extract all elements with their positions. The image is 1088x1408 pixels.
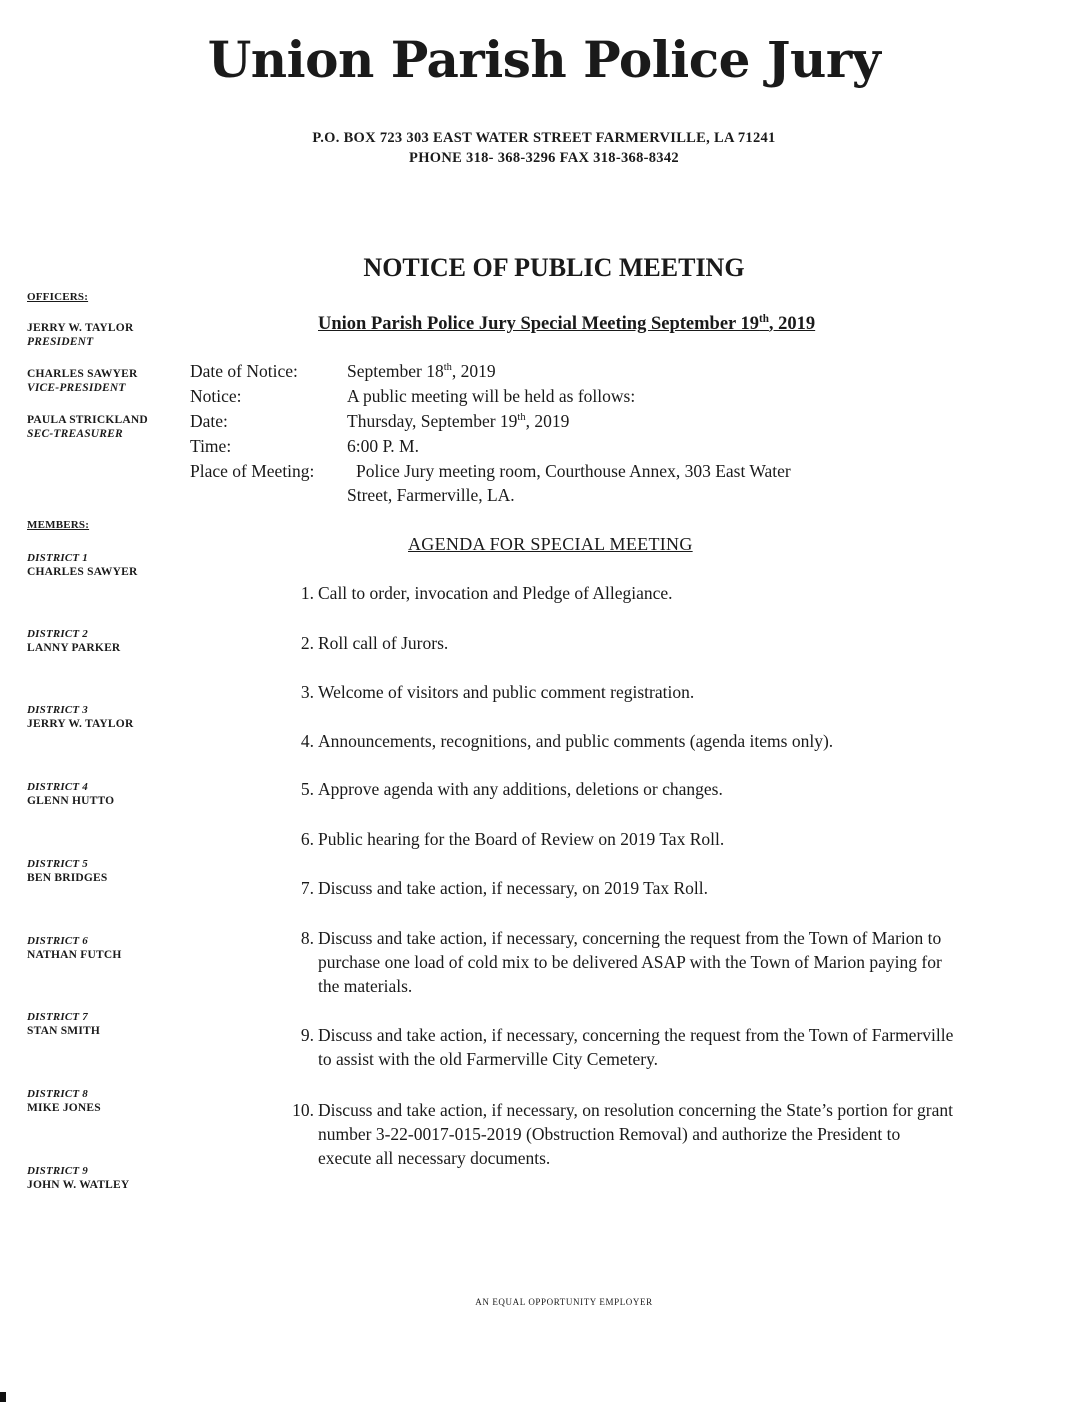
date-label: Date: xyxy=(190,411,228,431)
footer-text: AN EQUAL OPPORTUNITY EMPLOYER xyxy=(475,1297,653,1307)
meeting-title: Union Parish Police Jury Special Meeting September 19th, 2019 xyxy=(318,312,816,334)
date-of-notice-value: September 18th, 2019 xyxy=(347,361,496,381)
member-entry: DISTRICT 1 CHARLES SAWYER xyxy=(27,552,138,578)
agenda-title: AGENDA FOR SPECIAL MEETING xyxy=(408,534,693,554)
members-heading: MEMBERS: xyxy=(27,519,90,531)
member-entry: DISTRICT 3 JERRY W. TAYLOR xyxy=(27,704,134,730)
place-value-line1: Police Jury meeting room, Courthouse Annex, 303 East Water xyxy=(356,461,791,481)
member-entry: DISTRICT 7 STAN SMITH xyxy=(27,1011,101,1037)
org-name: Union Parish Police Jury xyxy=(207,30,881,89)
member-entry: DISTRICT 5 BEN BRIDGES xyxy=(27,858,108,884)
officer-entry: PAULA STRICKLAND SEC-TREASURER xyxy=(27,414,148,440)
member-entry: DISTRICT 6 NATHAN FUTCH xyxy=(27,935,122,961)
scan-edge-mark xyxy=(0,1392,6,1402)
date-value: Thursday, September 19th, 2019 xyxy=(347,411,570,431)
date-of-notice-label: Date of Notice: xyxy=(190,361,298,381)
notice-label: Notice: xyxy=(190,386,242,406)
member-entry: DISTRICT 4 GLENN HUTTO xyxy=(27,781,115,807)
member-entry: DISTRICT 8 MIKE JONES xyxy=(27,1088,101,1114)
officer-entry: CHARLES SAWYER VICE-PRESIDENT xyxy=(27,368,138,394)
notice-title: NOTICE OF PUBLIC MEETING xyxy=(363,253,745,282)
officers-heading: OFFICERS: xyxy=(27,291,89,303)
address-line: P.O. BOX 723 303 EAST WATER STREET FARMERVILLE, LA 71241 xyxy=(312,130,776,146)
place-label: Place of Meeting: xyxy=(190,461,315,481)
member-entry: DISTRICT 2 LANNY PARKER xyxy=(27,628,121,654)
phone-fax-line: PHONE 318- 368-3296 FAX 318-368-8342 xyxy=(409,150,679,166)
member-entry: DISTRICT 9 JOHN W. WATLEY xyxy=(27,1165,130,1191)
officer-entry: JERRY W. TAYLOR PRESIDENT xyxy=(27,322,134,348)
notice-value: A public meeting will be held as follows: xyxy=(347,386,636,406)
time-value: 6:00 P. M. xyxy=(347,436,419,456)
time-label: Time: xyxy=(190,436,232,456)
place-value-line2: Street, Farmerville, LA. xyxy=(347,485,515,505)
